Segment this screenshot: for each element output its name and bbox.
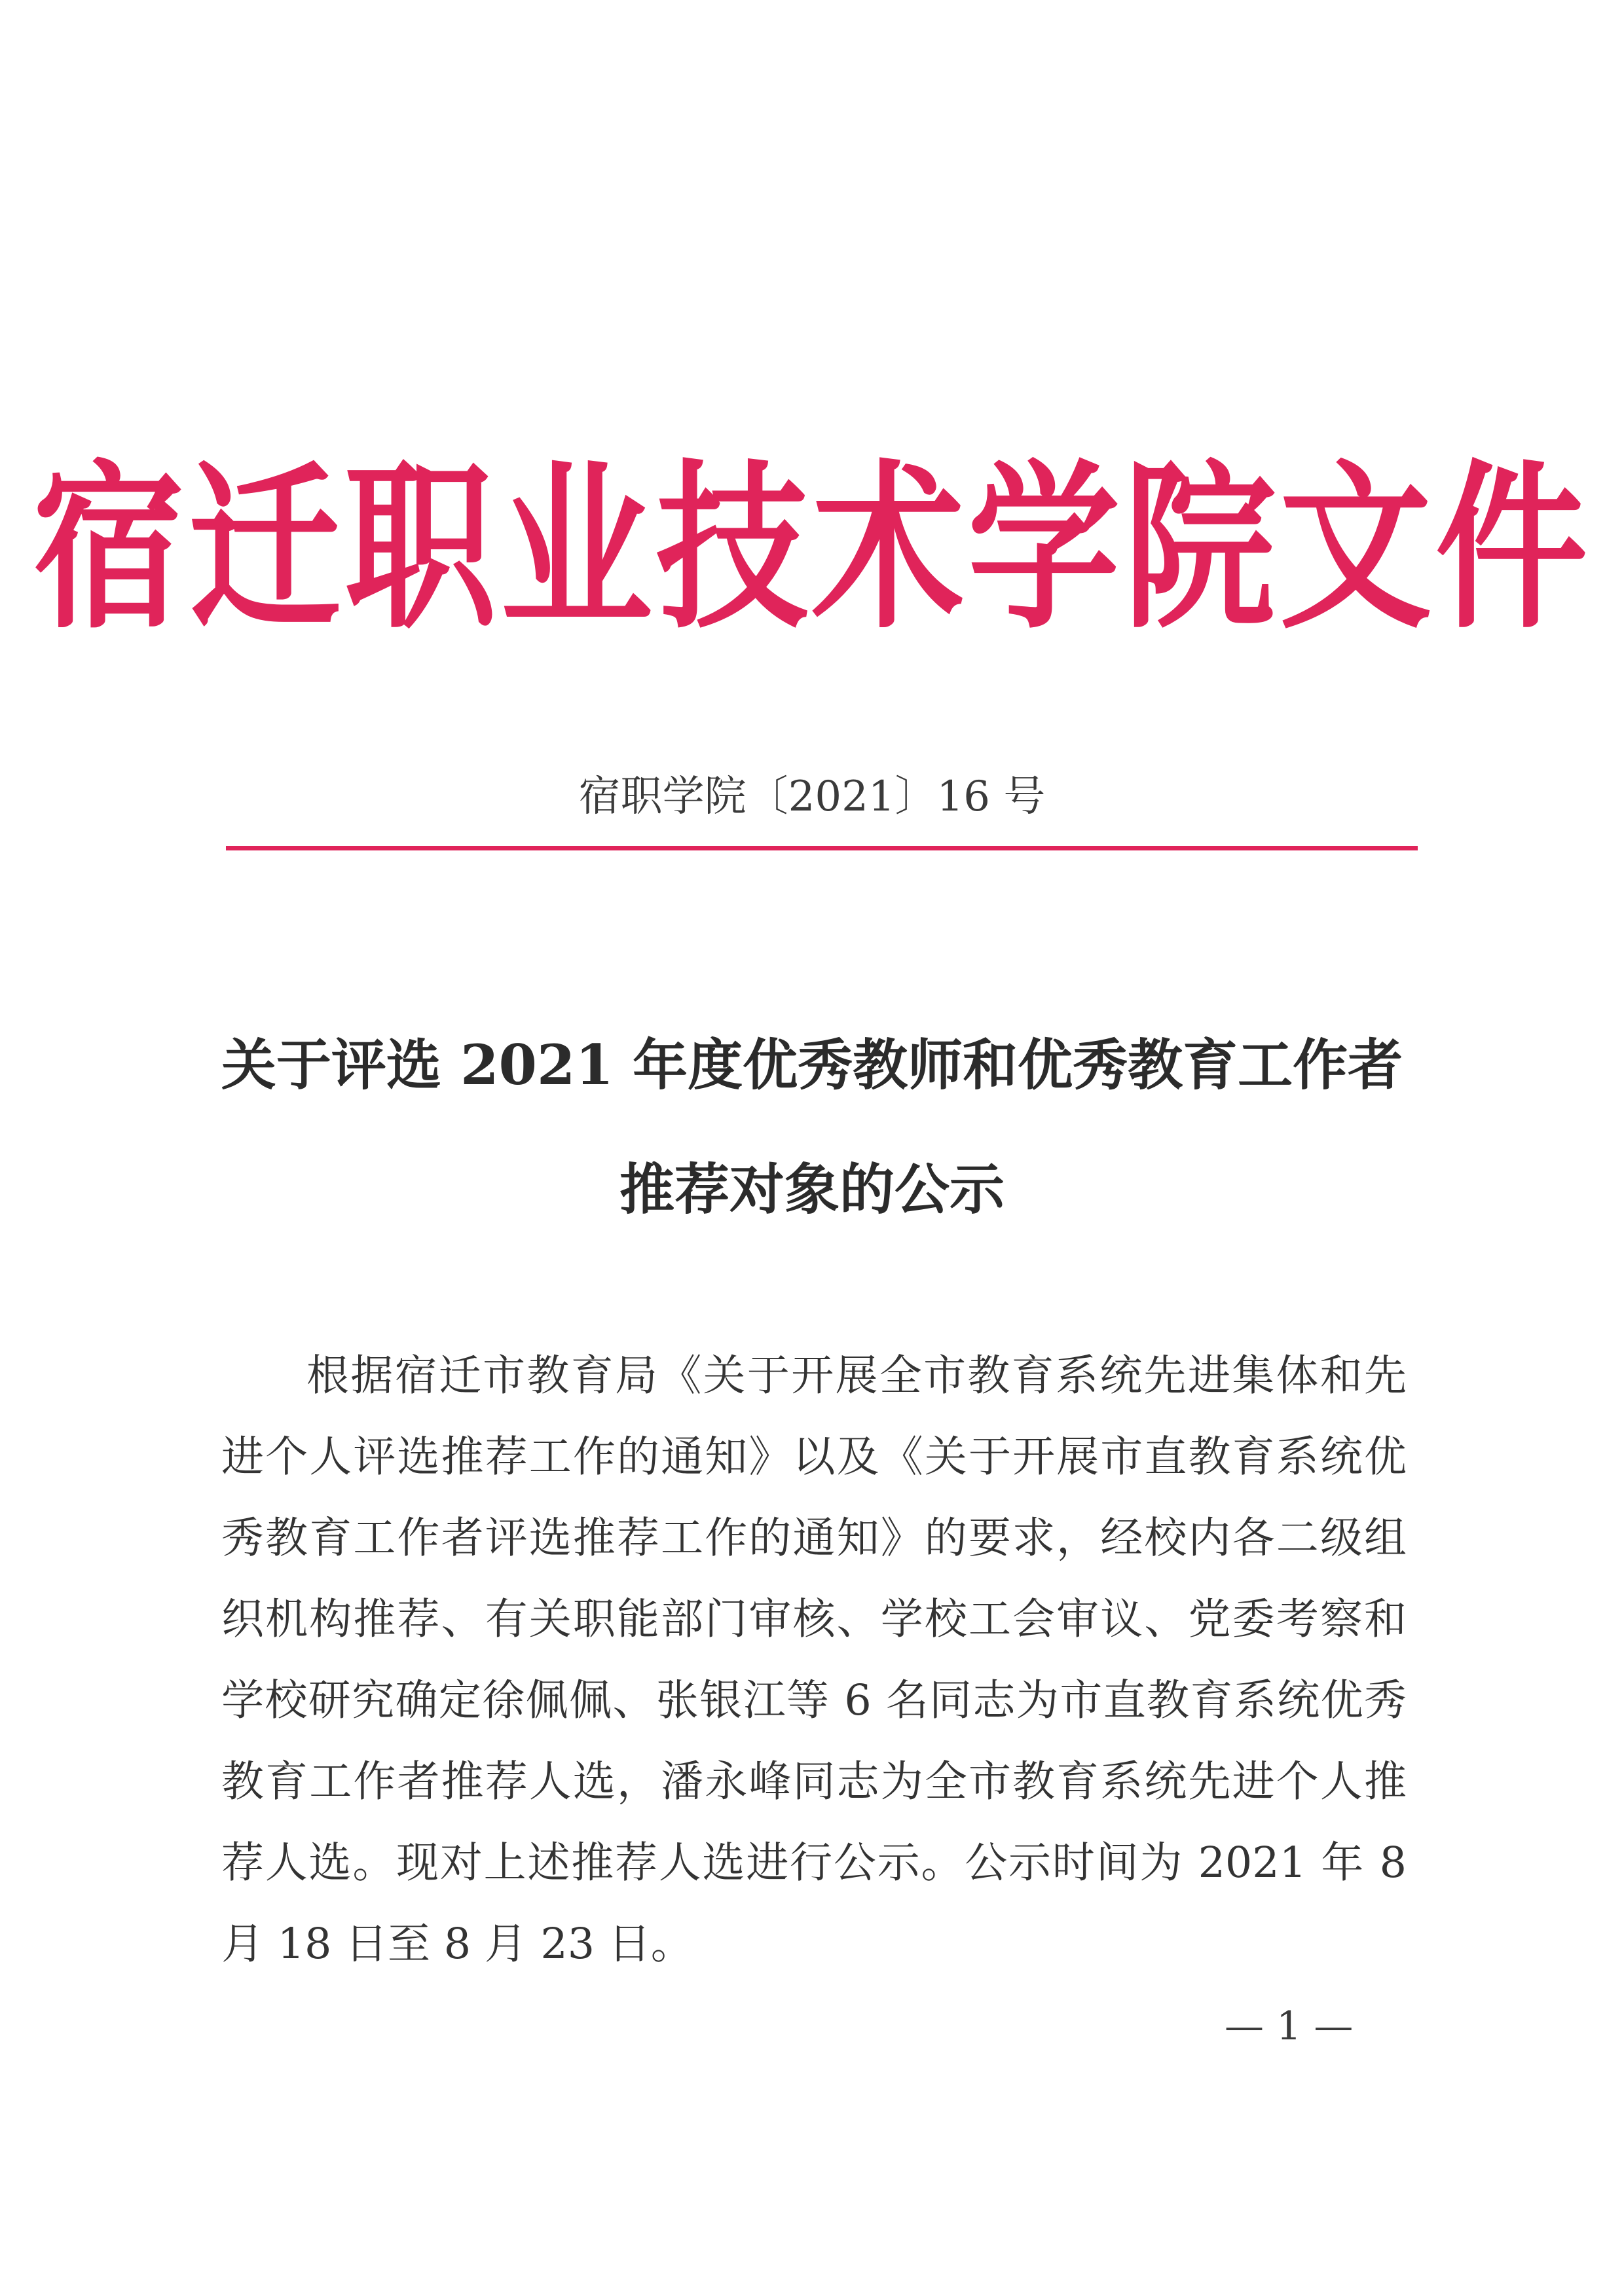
notice-title-line-1: 关于评选 2021 年度优秀教师和优秀教育工作者 bbox=[221, 1032, 1403, 1097]
page-number: — 1 — bbox=[1225, 2003, 1354, 2049]
body-paragraph: 根据宿迁市教育局《关于开展全市教育系统先进集体和先进个人评选推荐工作的通知》以及《关于开展市直教育系统优秀教育工作者评选推荐工作的通知》的要求，经校内各二级组织机构推荐、有关职能部门审核、学校工会审议、党委考察和学校研究确定徐佩佩、张银江等 6 名同志为市直教育系统优秀教育工作者推荐人选，潘永峰同志为全市教育系统先进个人推荐人选。现对上述推荐人选进行公示。公示时间为 2021 年 8 月 18 日至 8 月 23 日。 bbox=[221, 1351, 1407, 1969]
masthead-title: 宿迁职业技术学院文件 bbox=[32, 442, 1591, 653]
red-divider-line bbox=[226, 846, 1418, 850]
notice-title-line-2: 推荐对象的公示 bbox=[619, 1157, 1005, 1222]
document-number: 宿职学院〔2021〕16 号 bbox=[578, 773, 1046, 821]
